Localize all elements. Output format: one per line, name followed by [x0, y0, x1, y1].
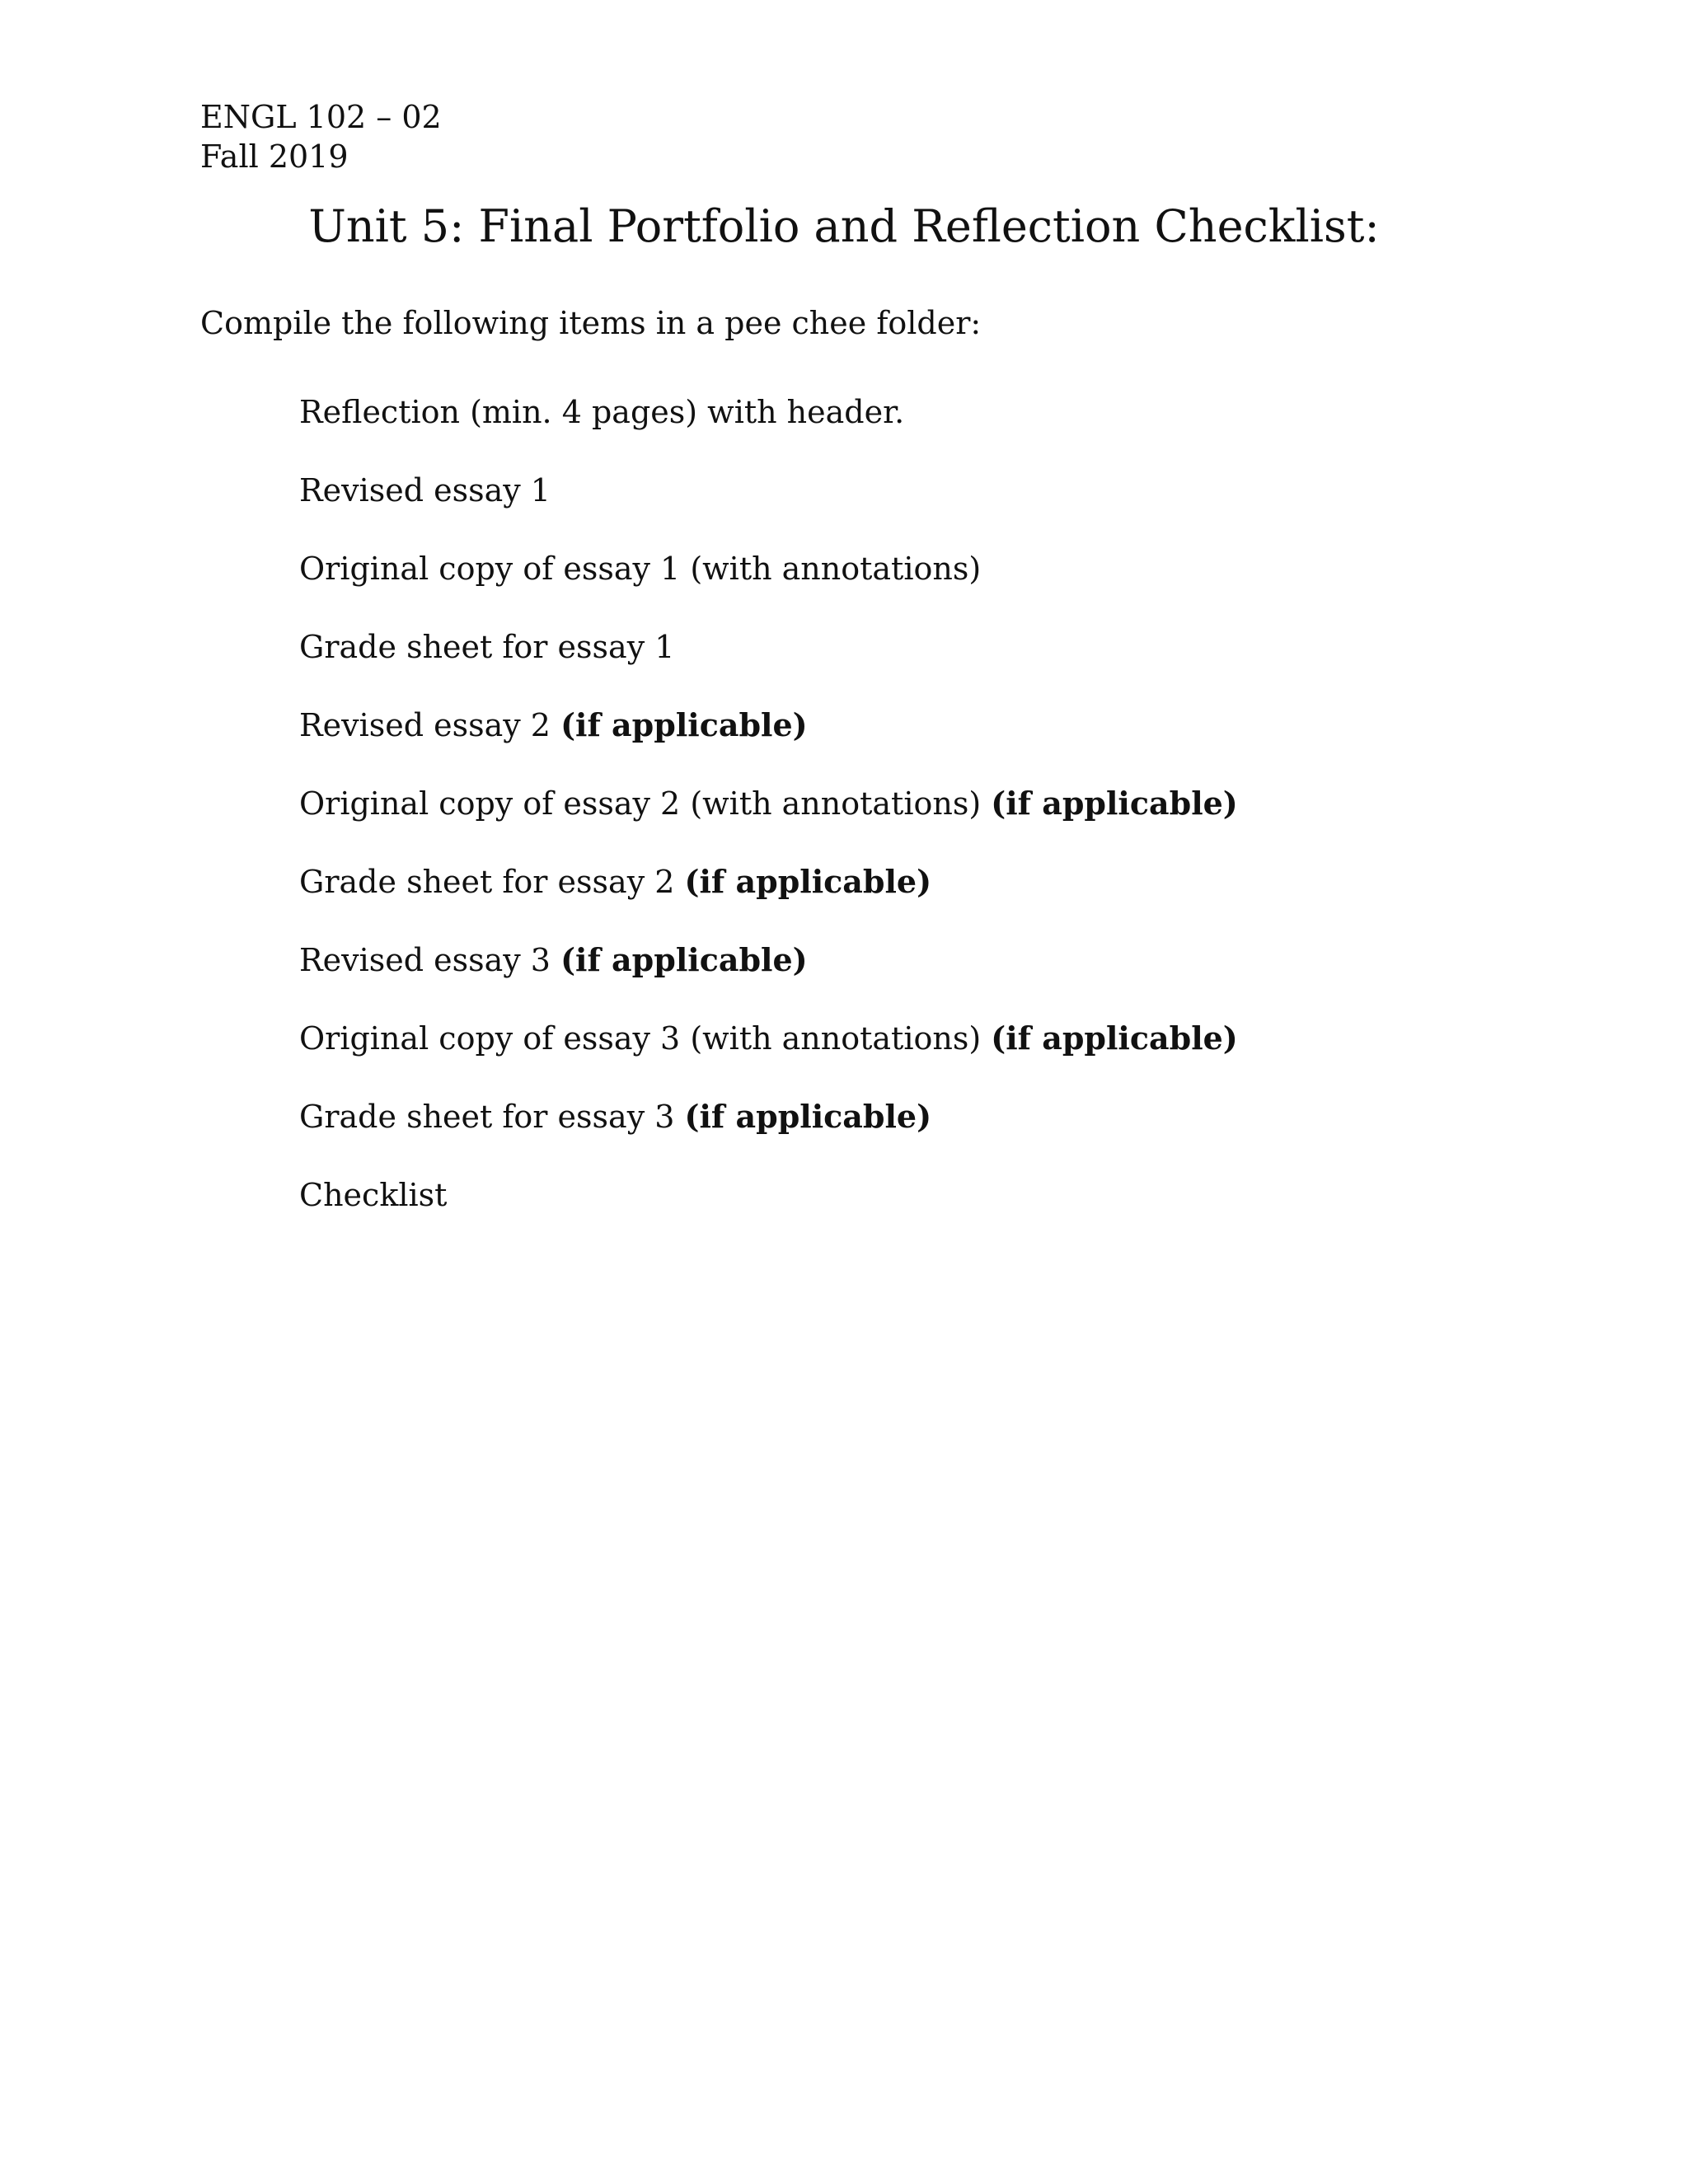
checklist-item-note: (if applicable): [684, 863, 932, 900]
intro-text: Compile the following items in a pee chee folder:: [200, 305, 982, 341]
checklist-item-text: Revised essay 1: [299, 472, 551, 509]
checklist-item-note: (if applicable): [560, 941, 808, 978]
checklist-item-text: Revised essay 2: [299, 707, 561, 743]
portfolio-checklist: [299, 392, 1238, 1254]
checklist-item: [299, 627, 1238, 667]
checklist-item: [299, 392, 1238, 432]
checklist-item: [299, 940, 1238, 980]
checklist-item: [299, 862, 1238, 902]
checklist-item-text: Original copy of essay 1 (with annotations): [299, 551, 982, 587]
checklist-item-note: (if applicable): [991, 785, 1238, 822]
checklist-item: [299, 1019, 1238, 1058]
course-code: ENGL 102 – 02: [200, 99, 442, 135]
checklist-item-text: Reflection (min. 4 pages) with header.: [299, 394, 905, 430]
checklist-item: [299, 549, 1238, 588]
course-term: Fall 2019: [200, 138, 349, 175]
document-title: Unit 5: Final Portfolio and Reflection Checklist:: [308, 200, 1380, 252]
checklist-item-text: Grade sheet for essay 2: [299, 864, 685, 900]
checklist-item-note: (if applicable): [684, 1098, 932, 1135]
checklist-item-text: Original copy of essay 3 (with annotations): [299, 1020, 992, 1057]
checklist-item: [299, 705, 1238, 745]
checklist-item-text: Grade sheet for essay 3: [299, 1099, 685, 1135]
checklist-item-text: Checklist: [299, 1177, 448, 1213]
checklist-item: [299, 784, 1238, 823]
checklist-item: [299, 1175, 1238, 1215]
checklist-item-text: Grade sheet for essay 1: [299, 629, 675, 665]
checklist-item-text: Revised essay 3: [299, 942, 561, 978]
checklist-item: [299, 471, 1238, 510]
course-header: [200, 97, 442, 176]
checklist-item-note: (if applicable): [560, 706, 808, 743]
checklist-item: [299, 1097, 1238, 1137]
checklist-item-note: (if applicable): [991, 1019, 1238, 1057]
checklist-item-text: Original copy of essay 2 (with annotations): [299, 785, 992, 822]
